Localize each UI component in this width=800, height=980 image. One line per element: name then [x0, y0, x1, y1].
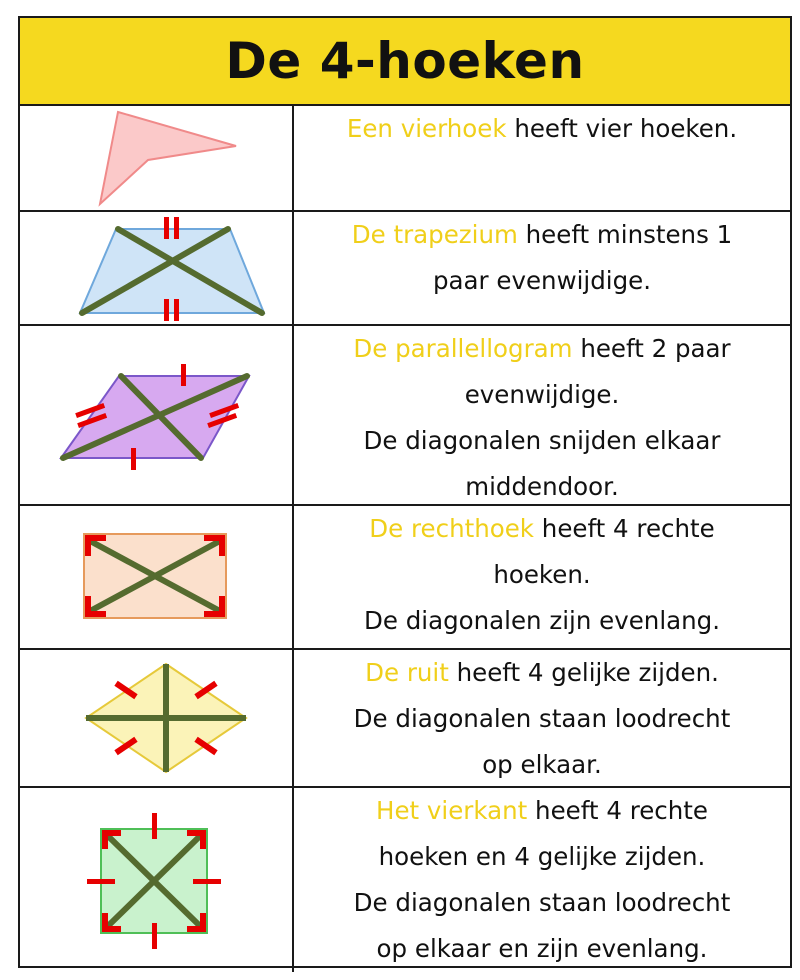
description-line: De ruit heeft 4 gelijke zijden. — [365, 658, 719, 687]
description-line: op elkaar. — [482, 750, 602, 779]
description-line: De rechthoek heeft 4 rechte — [369, 514, 715, 543]
page-title: De 4-hoeken — [225, 32, 585, 90]
shape-name: De rechthoek — [369, 514, 534, 543]
rhombus-icon — [20, 650, 294, 786]
description-line: op elkaar en zijn evenlang. — [376, 934, 708, 963]
row-ruit — [20, 650, 790, 788]
description-line: De diagonalen zijn evenlang. — [363, 606, 721, 635]
kite-quadrilateral-icon — [20, 106, 294, 210]
description-line: Het vierkant heeft 4 rechte — [376, 796, 708, 825]
description-line: hoeken en 4 gelijke zijden. — [378, 842, 706, 871]
description-line: De diagonalen staan loodrecht — [353, 888, 731, 917]
shape-name: Het vierkant — [376, 796, 528, 825]
row-parallellogram — [20, 326, 790, 506]
description — [294, 650, 790, 786]
description-line: De trapezium heeft minstens 1 — [351, 220, 733, 249]
description — [294, 212, 790, 324]
row-vierhoek — [20, 106, 790, 212]
description — [294, 106, 790, 210]
description-line: Een vierhoek heeft vier hoeken. — [346, 114, 738, 143]
shape-name: De parallellogram — [353, 334, 573, 363]
description-line: evenwijdige. — [464, 380, 620, 409]
description-line: hoeken. — [493, 560, 591, 589]
description-line: De diagonalen staan loodrecht — [353, 704, 731, 733]
title-bar — [20, 18, 790, 106]
row-vierkant — [20, 788, 790, 972]
description-line: paar evenwijdige. — [432, 266, 652, 295]
description — [294, 326, 790, 504]
description-line: De diagonalen snijden elkaar — [363, 426, 721, 455]
description — [294, 788, 790, 972]
description-line: De parallellogram heeft 2 paar — [353, 334, 731, 363]
shape-name: De ruit — [365, 658, 449, 687]
rectangle-icon — [20, 506, 294, 648]
row-trapezium — [20, 212, 790, 326]
shape-name: Een vierhoek — [346, 114, 507, 143]
description — [294, 506, 790, 648]
square-icon — [20, 788, 294, 972]
row-rechthoek — [20, 506, 790, 650]
parallelogram-icon — [20, 326, 294, 504]
trapezium-icon — [20, 212, 294, 324]
description-line: middendoor. — [465, 472, 619, 501]
shape-name: De trapezium — [351, 220, 518, 249]
quadrilaterals-table — [18, 16, 792, 968]
